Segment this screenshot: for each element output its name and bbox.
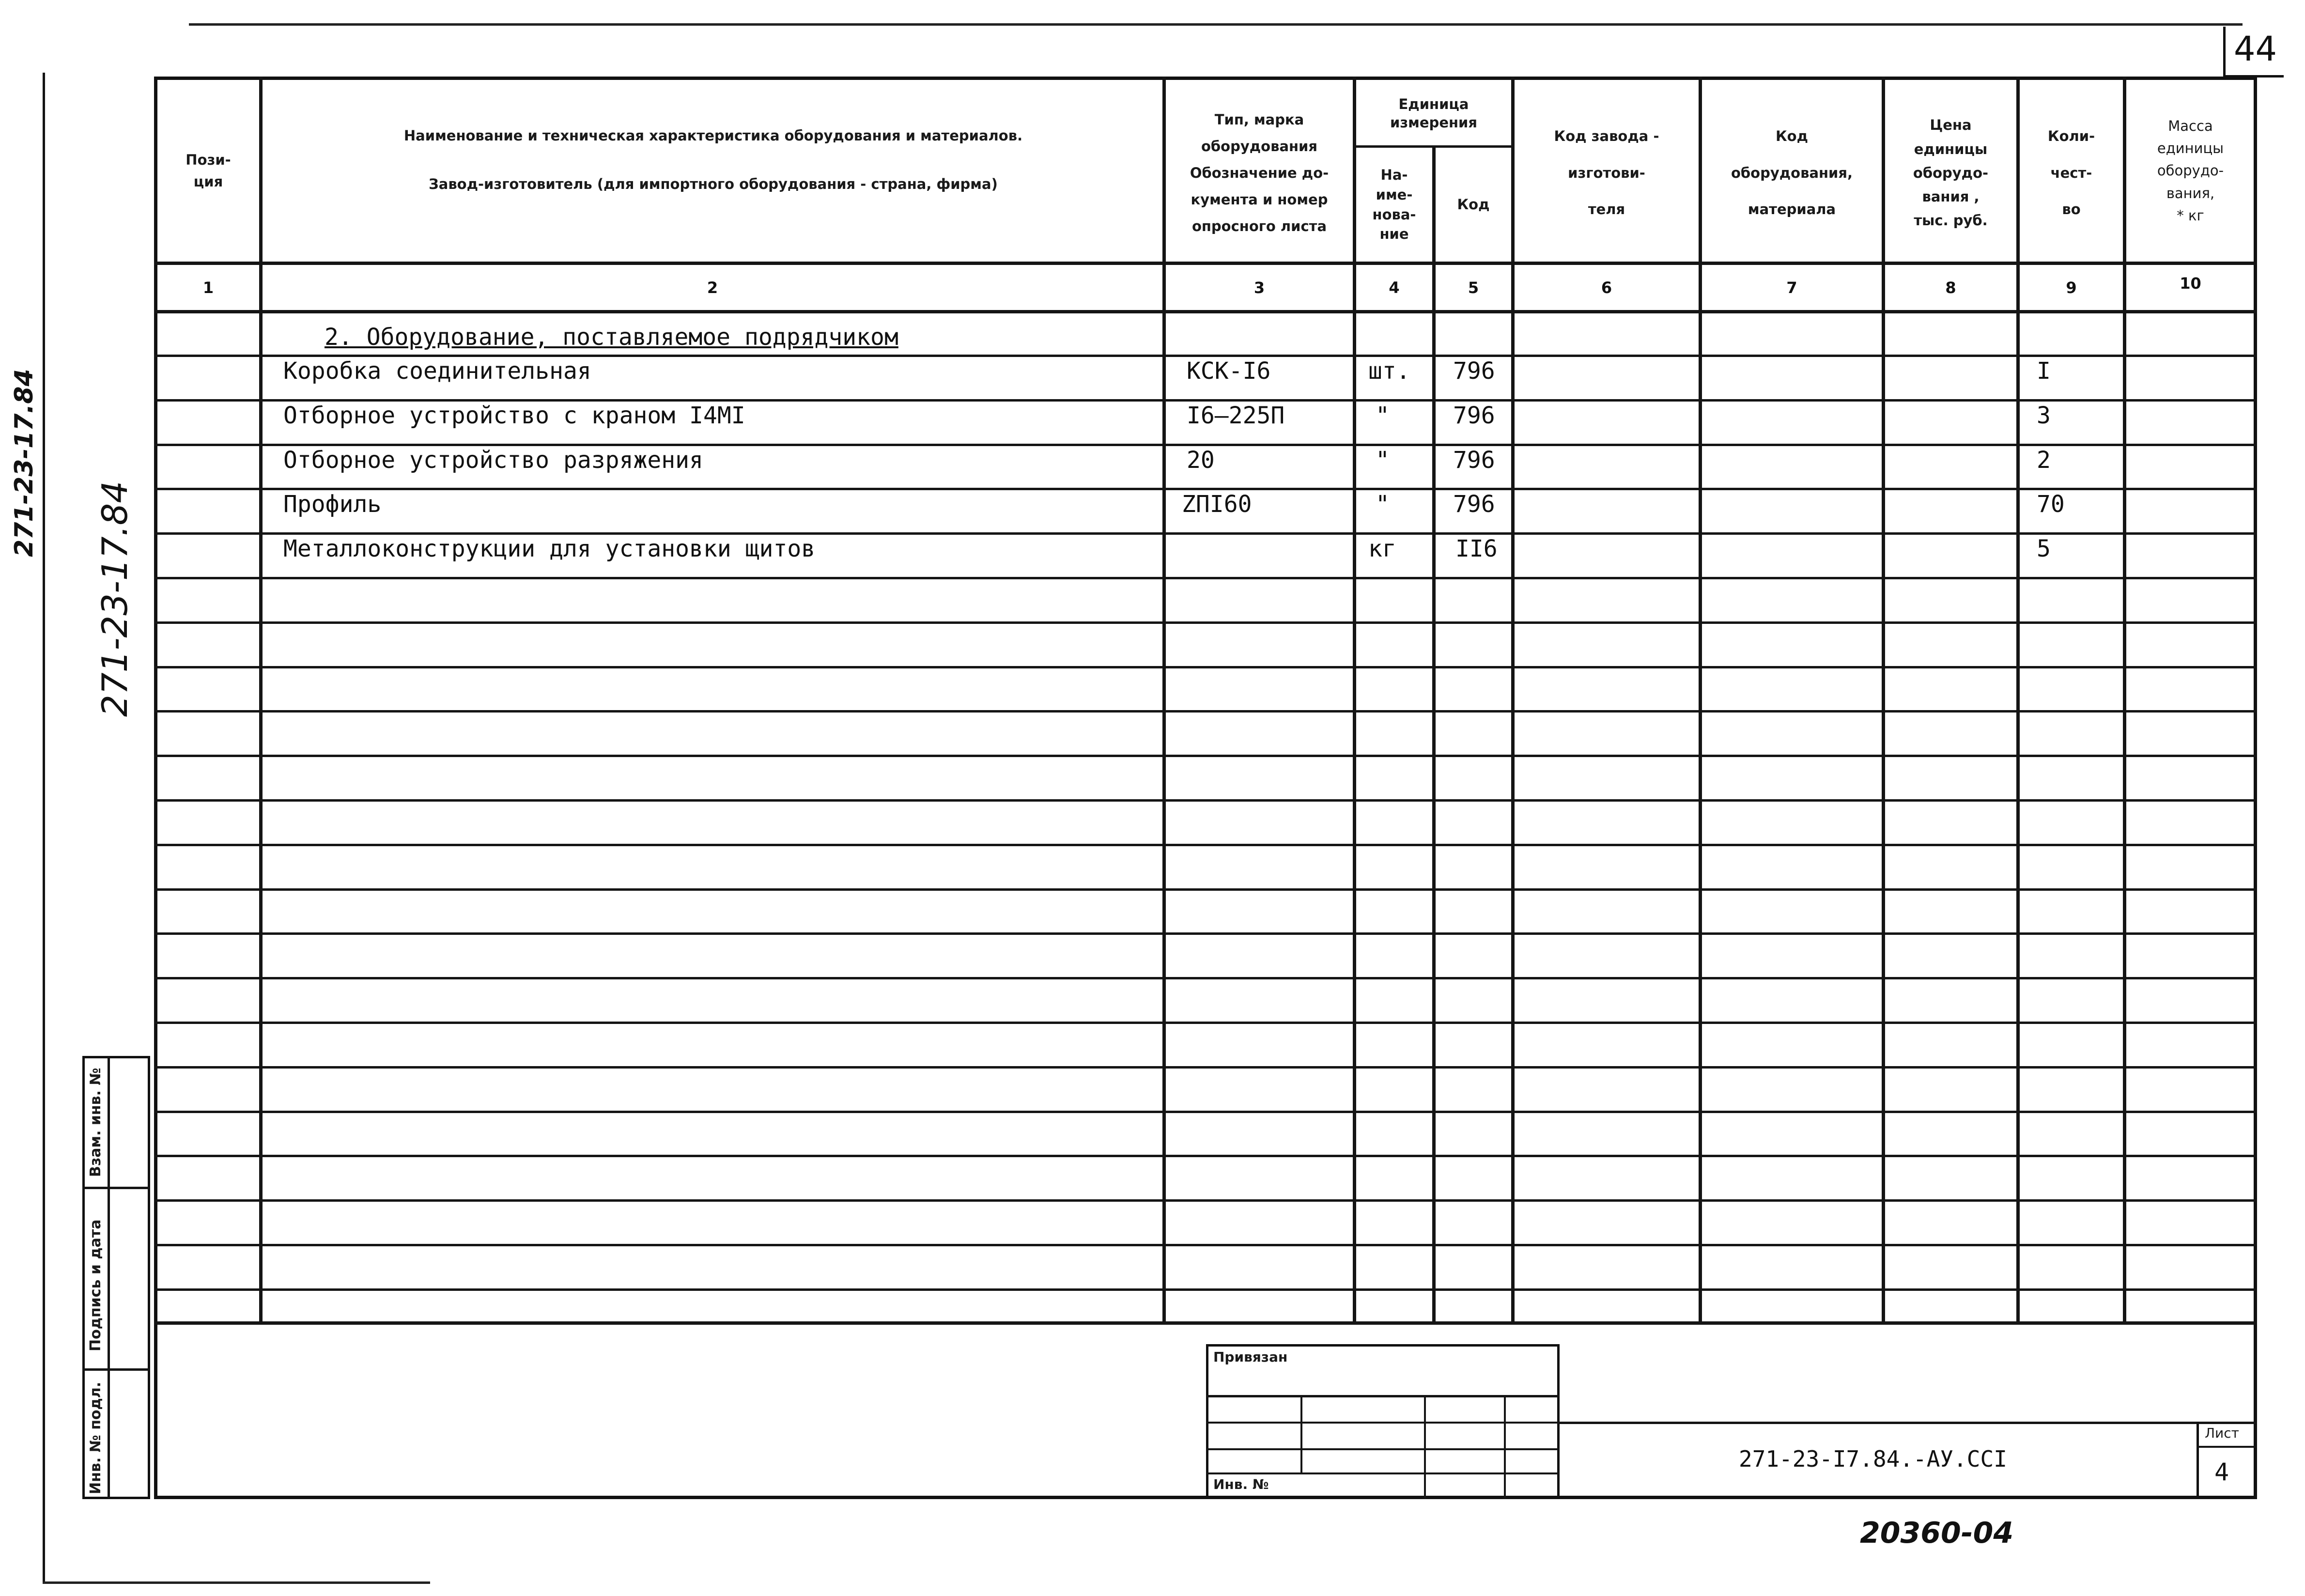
row-2-qty: 3	[2037, 402, 2051, 429]
bottom-rule	[43, 1581, 430, 1584]
row-rule	[154, 844, 2257, 846]
header-equipment-code: Код оборудования, материала	[1731, 128, 1853, 218]
header-price: Цена единицы оборудо- вания , тыс. руб.	[1913, 117, 1989, 229]
row-1-code: 796	[1453, 357, 1495, 385]
sheet-label: Лист	[2205, 1425, 2239, 1441]
stamp-v2	[1424, 1395, 1426, 1499]
row-4-qty: 70	[2037, 491, 2065, 518]
row-rule	[154, 755, 2257, 757]
row-rule	[154, 1199, 2257, 1202]
sheet-box-divider	[2197, 1446, 2257, 1448]
row-3-qty: 2	[2037, 447, 2051, 474]
colnum-4: 4	[1389, 278, 1400, 297]
side-code-bottom: 271-23-17.84	[94, 480, 135, 717]
corner-sheet-number: 44	[2234, 29, 2277, 69]
margin-label-replace-inv: Взам. инв. №	[87, 1068, 104, 1177]
stamp-h1	[1206, 1395, 1560, 1397]
header-type: Тип, марка оборудования Обозначение до- кумента и номер опросного листа	[1190, 111, 1329, 235]
margin-label-signature: Подпись и дата	[87, 1219, 104, 1351]
header-bottom-line	[154, 262, 2257, 265]
top-rule	[189, 23, 2243, 26]
colnum-8: 8	[1945, 278, 1956, 297]
section-title	[325, 324, 898, 351]
row-rule	[154, 1066, 2257, 1069]
row-2-name: Отборное устройство с краном I4МI	[283, 402, 745, 429]
row-5-name: Металлоконструкции для установки щитов	[283, 535, 816, 562]
stamp-h2	[1206, 1422, 1560, 1424]
row-rule	[154, 355, 2257, 357]
row-2-code: 796	[1453, 402, 1495, 429]
stamp-v1	[1300, 1395, 1302, 1472]
row-1-qty: I	[2037, 357, 2051, 385]
row-rule	[154, 666, 2257, 668]
colnum-3: 3	[1253, 278, 1265, 297]
colnum-9: 9	[2066, 278, 2077, 297]
row-4-name: Профиль	[283, 491, 382, 518]
row-rule	[154, 577, 2257, 579]
row-rule	[154, 977, 2257, 979]
row-2-unit: "	[1376, 402, 1390, 429]
header-name-line2: Завод-изготовитель (для импортного оборудования - страна, фирма)	[429, 175, 998, 192]
row-1-type: КСК-I6	[1187, 357, 1271, 385]
header-unit-name: На- име- нова- ние	[1372, 167, 1416, 243]
margin-strip-h2	[82, 1368, 150, 1371]
header-position: Пози- ция	[186, 151, 231, 190]
colnum-10: 10	[2180, 274, 2201, 293]
row-3-type: 20	[1187, 447, 1215, 474]
sheet-number: 4	[2214, 1458, 2229, 1486]
document-code: 271-23-I7.84.-АУ.ССI	[1739, 1446, 2007, 1472]
row-rule	[154, 710, 2257, 713]
colnum-7: 7	[1786, 278, 1797, 297]
header-name-line1: Наименование и техническая характеристика оборудования и материалов.	[403, 127, 1023, 144]
row-4-type: ZПI60	[1182, 491, 1252, 518]
section-title-text: 2. Оборудование, поставляемое подрядчиком	[325, 324, 898, 351]
row-rule	[154, 532, 2257, 535]
row-rule	[154, 444, 2257, 446]
header-unit-code: Код	[1457, 196, 1490, 213]
code-area-top	[1557, 1422, 2257, 1424]
row-1-name: Коробка соединительная	[283, 357, 591, 385]
row-rule	[154, 399, 2257, 402]
margin-strip-divider	[108, 1056, 110, 1499]
colnum-bottom-line	[154, 310, 2257, 313]
row-rule	[154, 932, 2257, 935]
row-2-type: I6–225П	[1187, 402, 1285, 429]
header-quantity: Коли- чест- во	[2047, 128, 2095, 218]
row-3-name: Отборное устройство разряжения	[283, 447, 703, 474]
row-rule	[154, 1288, 2257, 1291]
row-rule	[154, 1244, 2257, 1246]
header-unit-group: Единица измерения	[1390, 96, 1477, 131]
binding-line	[43, 73, 45, 1584]
row-5-unit: кг	[1368, 535, 1396, 562]
row-1-unit: шт.	[1368, 357, 1410, 385]
row-3-unit: "	[1376, 447, 1390, 474]
colnum-6: 6	[1601, 278, 1612, 297]
footer-code: 20360-04	[1860, 1516, 2014, 1550]
header-mass: Масса единицы оборудо- вания, * кг	[2157, 117, 2224, 224]
margin-strip-h1	[82, 1187, 150, 1189]
row-rule	[154, 1111, 2257, 1113]
stamp-v3	[1504, 1395, 1506, 1499]
row-rule	[154, 488, 2257, 490]
row-rule	[154, 621, 2257, 624]
side-code-top: 271-23-17.84	[10, 369, 39, 557]
col-line-4	[1432, 145, 1436, 1325]
colnum-5: 5	[1468, 278, 1479, 297]
colnum-2: 2	[707, 278, 718, 297]
margin-label-inv-orig: Инв. № подл.	[87, 1381, 104, 1494]
stamp-inv-label: Инв. №	[1213, 1476, 1269, 1492]
colnum-1: 1	[202, 278, 214, 297]
row-5-qty: 5	[2037, 535, 2051, 562]
stamp-h3	[1206, 1448, 1560, 1450]
row-rule	[154, 888, 2257, 891]
stamp-attached-label: Привязан	[1213, 1349, 1288, 1365]
row-4-unit: "	[1376, 491, 1390, 518]
row-5-code: II6	[1455, 535, 1498, 562]
row-rule	[154, 1022, 2257, 1024]
stamp-h4	[1206, 1472, 1560, 1474]
row-rule	[154, 799, 2257, 802]
header-manufacturer-code: Код завода - изготови- теля	[1554, 128, 1659, 218]
row-rule	[154, 1155, 2257, 1157]
row-4-code: 796	[1453, 491, 1495, 518]
row-3-code: 796	[1453, 447, 1495, 474]
table-bottom-line	[154, 1321, 2257, 1325]
